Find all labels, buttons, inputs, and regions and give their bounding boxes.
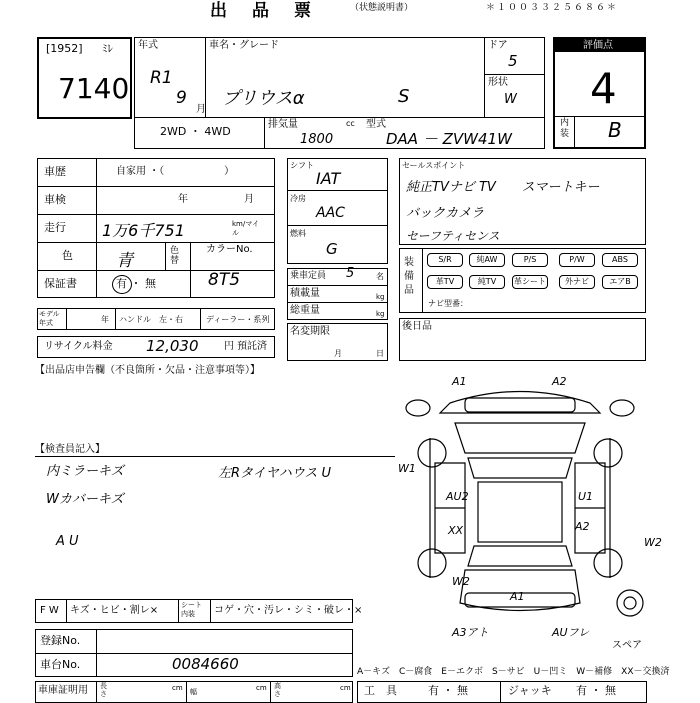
damage-mark: A3アト	[452, 626, 489, 639]
seller-notes-label: 【出品店申告欄（不良箇所・欠品・注意事項等）】	[35, 365, 260, 376]
color-value: 青	[116, 251, 133, 271]
damage-mark: AU2	[446, 490, 469, 503]
name-change-day: 日	[376, 349, 384, 358]
jack-label: ジャッキ	[508, 684, 552, 697]
equip-alloy-wheel: 純AW	[469, 253, 505, 267]
equip-airbag: エアB	[602, 275, 638, 289]
length-unit: cm	[172, 684, 183, 692]
damage-legend: A－キズ C－腐食 E－エクボ S－サビ U－凹ミ W－補修 XX－交換済	[357, 667, 670, 677]
displacement-value: 1800	[300, 132, 334, 147]
name-change-label: 名変期限	[290, 326, 330, 337]
color-change-label: 色替	[170, 246, 180, 266]
equip-power-window: P/W	[559, 253, 595, 267]
tools-label: 工 具	[364, 684, 397, 697]
ac-value: AAC	[316, 205, 345, 221]
weight-unit: kg	[376, 310, 385, 318]
fw-value: キズ・ヒビ・割レ×	[70, 605, 159, 616]
fuel-label: 燃料	[290, 229, 306, 238]
shift-value: IAT	[316, 169, 341, 188]
model-year-unit: 年	[101, 315, 109, 324]
height-unit: cm	[340, 684, 351, 692]
shape-label: 形状	[488, 77, 508, 88]
inspector-note: Wカバーキズ	[46, 492, 124, 507]
seat-value: コゲ・穴・汚レ・シミ・破レ・×	[214, 605, 363, 616]
recycle-unit: 円	[224, 341, 234, 352]
dealer-label: ディーラー・系列	[206, 315, 270, 324]
later-items-label: 後日品	[402, 321, 432, 332]
damage-mark: A2	[575, 520, 590, 533]
model-label: 型式	[366, 119, 386, 130]
warranty-circle	[112, 275, 132, 294]
color-no-label: カラーNo.	[206, 244, 253, 255]
damage-mark: A1	[510, 590, 525, 603]
damage-mark: U1	[578, 490, 594, 503]
load-unit: kg	[376, 293, 385, 301]
spare-label: スペア	[612, 640, 642, 651]
ac-label: 冷房	[290, 194, 306, 203]
damage-mark: AUフレ	[552, 626, 590, 639]
year-label: 年式	[138, 40, 158, 51]
page-subtitle: （状態説明書）	[350, 3, 414, 13]
length-label: 長さ	[100, 682, 107, 698]
inspector-note: 内ミラーキズ	[46, 464, 124, 479]
color-label: 色	[62, 249, 73, 262]
mileage-label: 走行	[44, 221, 66, 234]
model-year-label: モデル年式	[39, 310, 60, 327]
inspection-year: 年	[178, 194, 188, 205]
inspection-month: 月	[244, 194, 254, 205]
inspector-note: 左Rタイヤハウス U	[218, 466, 332, 481]
score-label: 評価点	[583, 40, 613, 51]
equip-leather-seat: 革シート	[512, 275, 548, 289]
color-no-value: 8T5	[208, 270, 241, 290]
damage-mark: XX	[448, 524, 464, 537]
warranty-label: 保証書	[44, 277, 77, 290]
lot-number: 7140	[58, 72, 130, 105]
equip-leather-tv: 革TV	[427, 275, 463, 289]
load-label: 積載量	[290, 288, 320, 299]
displacement-label: 排気量	[268, 119, 298, 130]
page-title: 出 品 票	[210, 1, 315, 21]
tools-value: 有 ・ 無	[428, 684, 468, 697]
door-label: ドア	[488, 40, 508, 51]
equip-power-steering: P/S	[512, 253, 548, 267]
lot-suffix: ﾐﾚ	[102, 42, 113, 55]
lot-year-tag: [1952]	[46, 42, 83, 55]
mileage-unit: km/マイル	[232, 220, 260, 237]
warranty-value: 有 ・ 無	[116, 277, 156, 290]
garage-label: 車庫証明用	[38, 685, 88, 696]
damage-mark: W1	[398, 462, 416, 475]
damage-mark: W2	[644, 536, 662, 549]
recycle-value: 12,030	[146, 337, 199, 355]
damage-mark: W2	[452, 575, 470, 588]
month-value: 9	[176, 88, 187, 108]
capacity-unit: 名	[376, 272, 384, 281]
equip-abs: ABS	[602, 253, 638, 267]
capacity-label: 乗車定員	[290, 271, 327, 281]
chassis-label: 車台No.	[40, 658, 81, 671]
fuel-value: G	[326, 240, 338, 258]
displacement-unit: cc	[346, 119, 355, 128]
chassis-value: 0084660	[172, 655, 239, 673]
grade-value: S	[398, 86, 410, 107]
year-value: R1	[150, 68, 173, 88]
shift-label: シフト	[290, 161, 314, 170]
equipment-label: 装備品	[404, 257, 414, 296]
width-unit: cm	[256, 684, 267, 692]
equip-sunroof: S/R	[427, 253, 463, 267]
jack-value: 有 ・ 無	[576, 684, 616, 697]
month-unit: 月	[196, 104, 206, 115]
weight-label: 総重量	[290, 305, 320, 316]
height-label: 高さ	[274, 682, 281, 698]
door-value: 5	[508, 52, 518, 70]
recycle-label: リサイクル料金	[44, 341, 113, 352]
sales-point-line: バックカメラ	[406, 206, 485, 221]
later-items-box	[399, 318, 646, 361]
history-value: 自家用 ・（ ）	[116, 166, 235, 177]
model-value: DAA － ZVW41W	[386, 130, 512, 148]
car-name-value: プリウスα	[222, 88, 305, 109]
drive-label: 2WD ・ 4WD	[160, 125, 231, 138]
registration-label: 登録No.	[40, 634, 81, 647]
name-change-month: 月	[334, 349, 342, 358]
mileage-value: 1万6千751	[102, 221, 185, 240]
inspector-note: A U	[56, 534, 79, 549]
fw-label: F W	[40, 605, 59, 616]
navi-model-label: ナビ型番：	[428, 299, 468, 308]
score-value: 4	[590, 64, 617, 113]
inspector-label: 【検査員記入】	[35, 444, 105, 455]
equip-genuine-tv: 純TV	[469, 275, 505, 289]
equip-aftermarket-navi: 外ナビ	[559, 275, 595, 289]
shape-value: W	[504, 92, 517, 107]
sales-point-line: セーフティセンス	[406, 229, 500, 243]
interior-label: 内装	[560, 118, 570, 139]
damage-mark: A1	[452, 375, 467, 388]
interior-value: B	[608, 118, 622, 142]
handle-label: ハンドル 左・右	[119, 315, 183, 324]
car-name-label: 車名・グレード	[209, 40, 279, 51]
history-label: 車歴	[44, 165, 66, 178]
sales-point-line: 純正TVナビ TV スマートキー	[406, 180, 600, 195]
width-label: 幅	[190, 688, 197, 696]
serial-number: ＊１００３３２５６８６＊	[486, 3, 619, 13]
capacity-value: 5	[346, 266, 355, 281]
damage-mark: A2	[552, 375, 567, 388]
seat-label: シート内装	[181, 601, 202, 618]
sales-points-label: セールスポイント	[402, 161, 466, 170]
recycle-deposit: 預託済	[237, 341, 267, 352]
inspection-label: 車検	[44, 193, 66, 206]
